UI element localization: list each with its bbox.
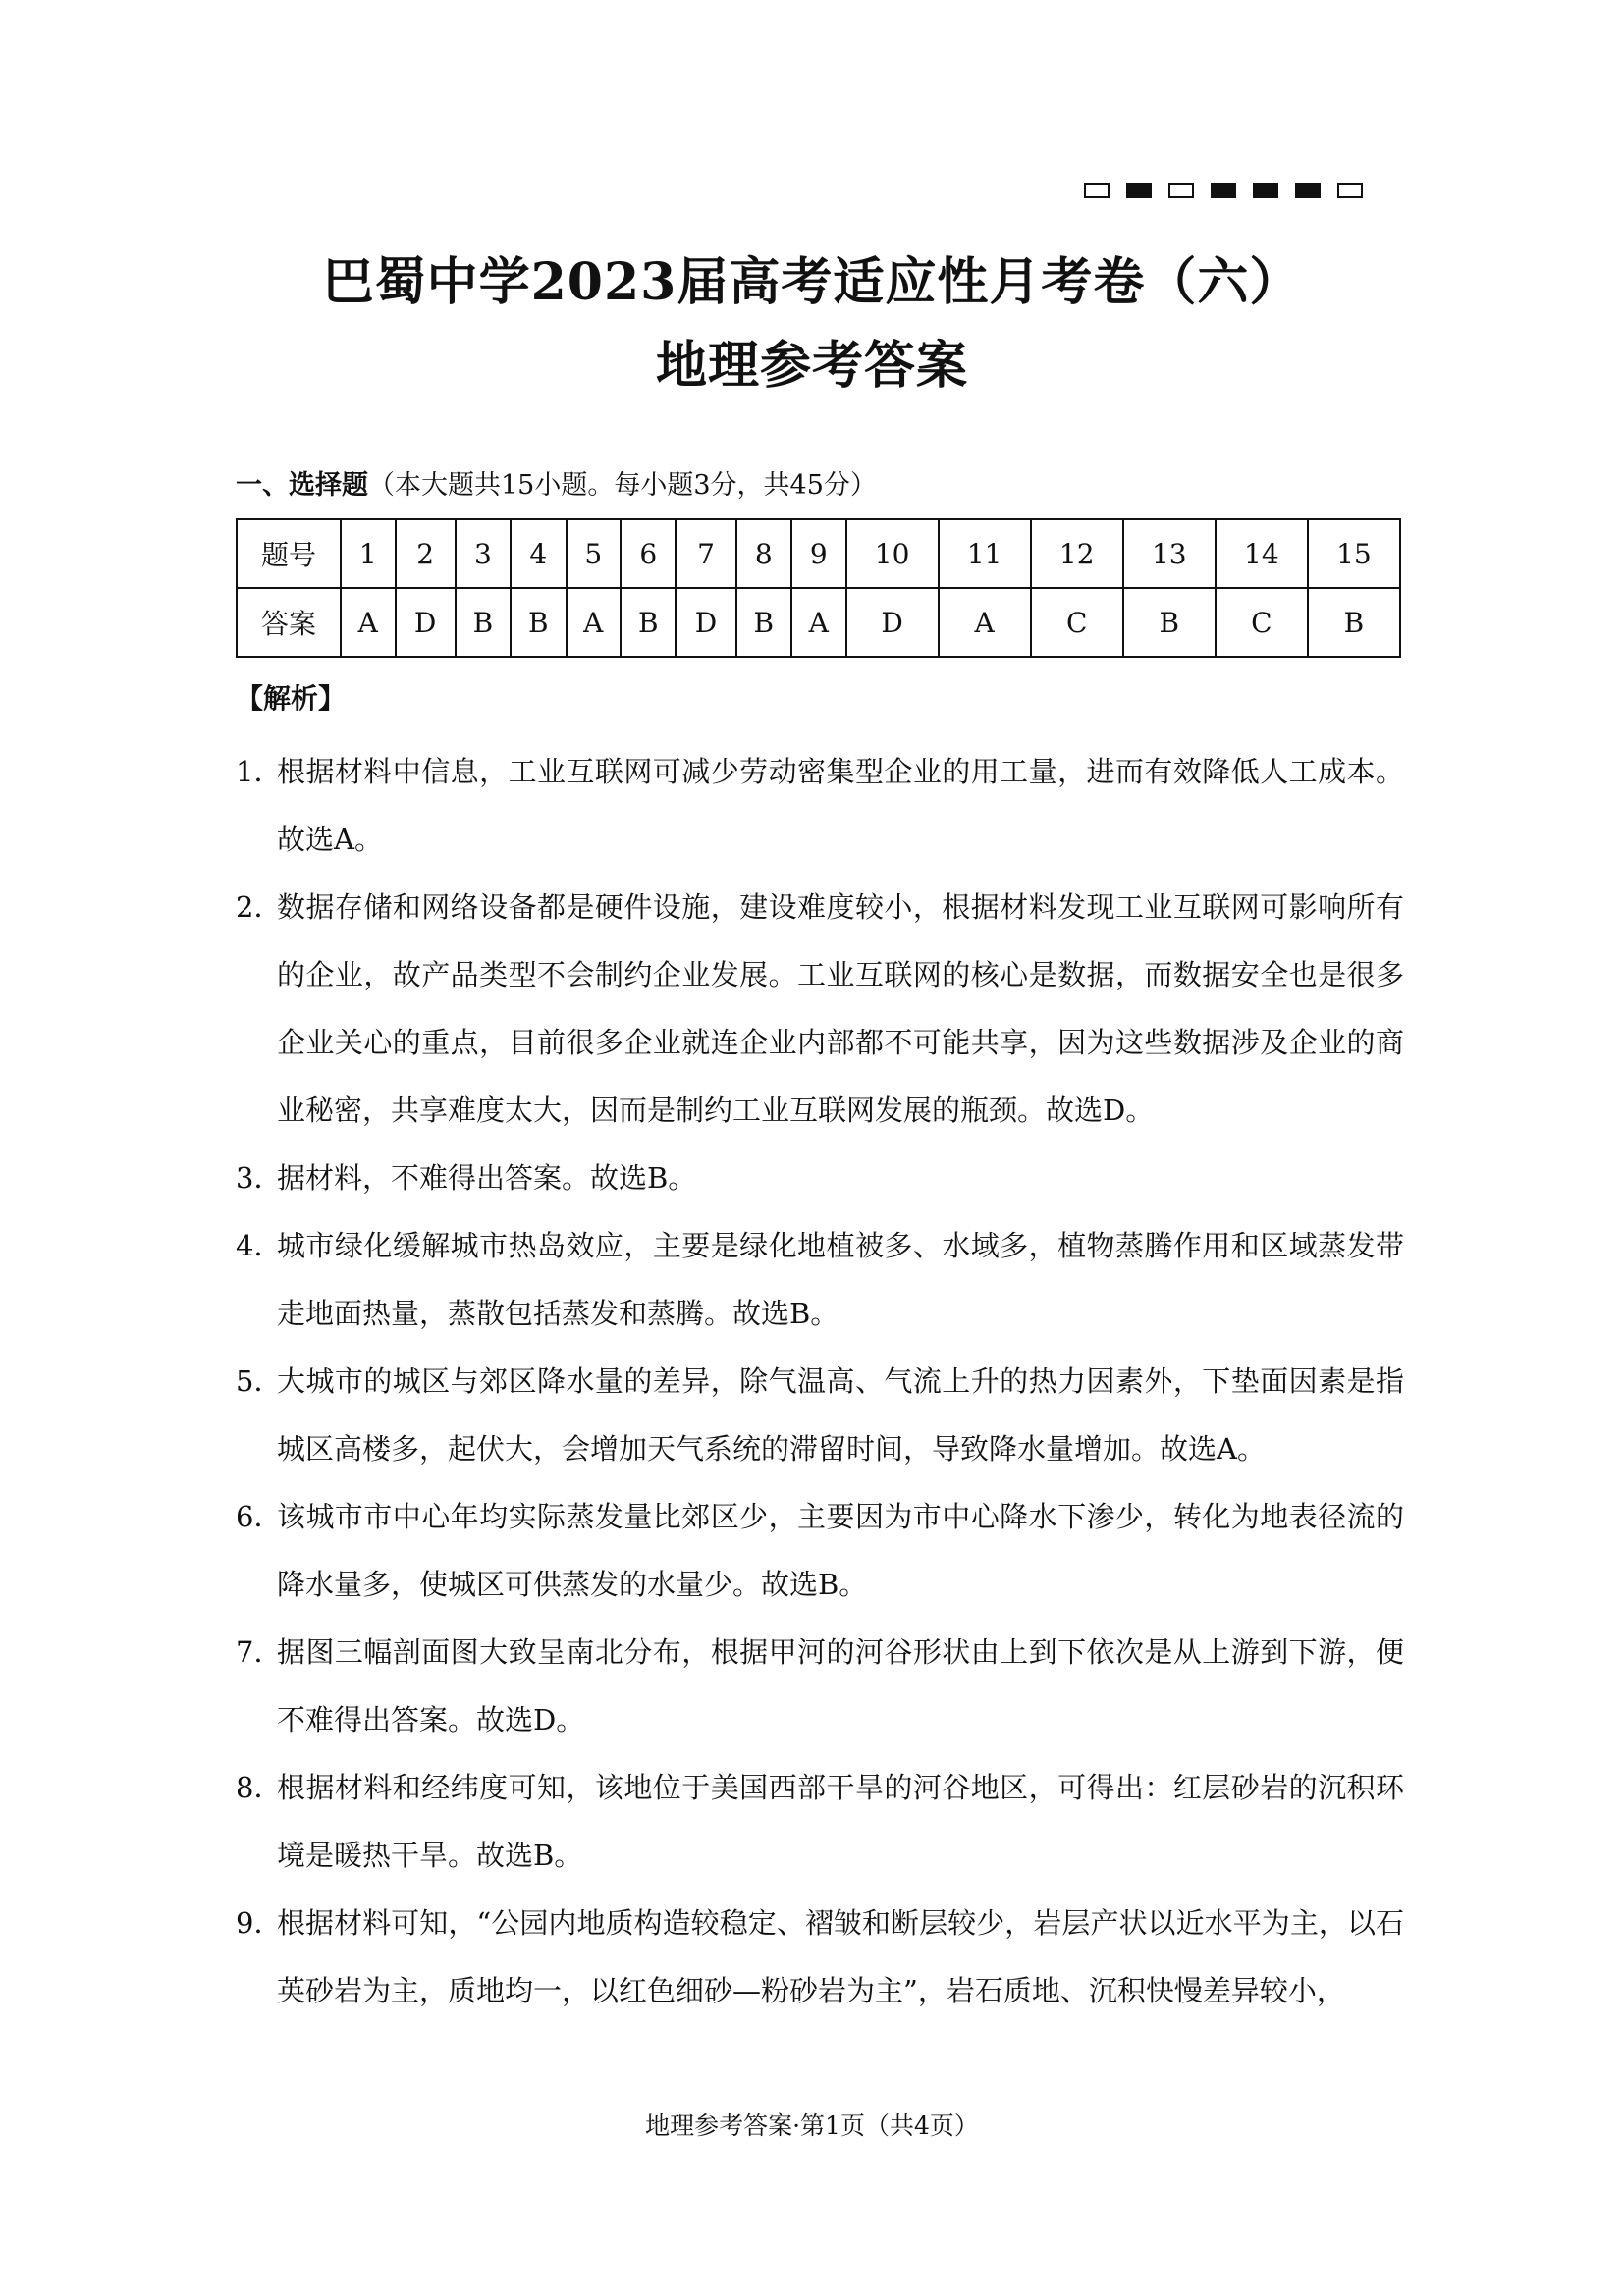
item-text: 大城市的城区与郊区降水量的差异，除气温高、气流上升的热力因素外，下垫面因素是指城区高楼多，起伏大，会增加天气系统的滞留时间，导致降水量增加。故选A。 bbox=[277, 1364, 1404, 1466]
answer-cell: B bbox=[456, 588, 511, 657]
item-text: 据材料，不难得出答案。故选B。 bbox=[277, 1161, 697, 1195]
section-label: 一、选择题 bbox=[236, 470, 368, 501]
answer-cell: D bbox=[676, 588, 735, 657]
answer-cell: B bbox=[1308, 588, 1400, 657]
analysis-item bbox=[236, 1890, 1404, 2025]
answer-row-header: 答案 bbox=[237, 588, 341, 657]
answer-cell: A bbox=[567, 588, 622, 657]
answer-table bbox=[236, 518, 1401, 658]
question-number-cell: 15 bbox=[1308, 519, 1400, 588]
analysis-item bbox=[236, 1619, 1404, 1754]
question-number-cell: 5 bbox=[567, 519, 622, 588]
answer-cell: A bbox=[939, 588, 1031, 657]
answer-cell: A bbox=[341, 588, 396, 657]
item-text: 城市绿化缓解城市热岛效应，主要是绿化地植被多、水域多，植物蒸腾作用和区域蒸发带走地面热量，蒸散包括蒸发和蒸腾。故选B。 bbox=[277, 1229, 1404, 1330]
item-text: 根据材料可知，“公园内地质构造较稳定、褶皱和断层较少，岩层产状以近水平为主，以石英砂岩为主，质地均一，以红色细砂—粉砂岩为主”，岩石质地、沉积快慢差异较小， bbox=[277, 1906, 1404, 2007]
item-number: 9． bbox=[236, 1906, 283, 1940]
empty-box bbox=[1168, 183, 1194, 198]
item-text: 根据材料中信息，工业互联网可减少劳动密集型企业的用工量，进而有效降低人工成本。故选A。 bbox=[277, 755, 1404, 856]
number-row-header: 题号 bbox=[237, 519, 341, 588]
answer-cell: D bbox=[396, 588, 456, 657]
item-number: 3． bbox=[236, 1161, 283, 1195]
item-text: 数据存储和网络设备都是硬件设施，建设难度较小，根据材料发现工业互联网可影响所有的企业，故产品类型不会制约企业发展。工业互联网的核心是数据，而数据安全也是很多企业关心的重点，目前很多企业就连企业内部都不可能共享，因为这些数据涉及企业的商业秘密，共享难度太大，因而是制约工业互联网发展的瓶颈。故选D。 bbox=[277, 890, 1404, 1127]
item-number: 6． bbox=[236, 1500, 283, 1533]
item-number: 5． bbox=[236, 1364, 283, 1398]
question-number-cell: 12 bbox=[1031, 519, 1123, 588]
analysis-list bbox=[236, 738, 1404, 2025]
empty-box bbox=[1337, 183, 1363, 198]
question-number-cell: 6 bbox=[621, 519, 676, 588]
item-number: 7． bbox=[236, 1635, 283, 1669]
item-number: 1． bbox=[236, 755, 283, 788]
filled-box bbox=[1295, 183, 1321, 198]
question-number-cell: 1 bbox=[341, 519, 396, 588]
answer-cell: C bbox=[1216, 588, 1308, 657]
analysis-item bbox=[236, 1348, 1404, 1483]
analysis-item bbox=[236, 874, 1404, 1145]
answer-cell: A bbox=[791, 588, 846, 657]
box-code bbox=[1084, 183, 1363, 198]
question-number-cell: 7 bbox=[676, 519, 735, 588]
item-number: 8． bbox=[236, 1771, 283, 1804]
question-number-cell: 14 bbox=[1216, 519, 1308, 588]
analysis-item bbox=[236, 1483, 1404, 1619]
question-number-cell: 3 bbox=[456, 519, 511, 588]
item-text: 根据材料和经纬度可知，该地位于美国西部干旱的河谷地区，可得出：红层砂岩的沉积环境是暖热干旱。故选B。 bbox=[277, 1771, 1404, 1872]
section-note: （本大题共15小题。每小题3分，共45分） bbox=[368, 470, 877, 501]
analysis-item bbox=[236, 1145, 1404, 1212]
question-number-cell: 8 bbox=[736, 519, 791, 588]
page-footer: 地理参考答案·第1页（共4页） bbox=[645, 2111, 979, 2140]
question-number-cell: 2 bbox=[396, 519, 456, 588]
answer-cell: B bbox=[1123, 588, 1216, 657]
question-number-cell: 13 bbox=[1123, 519, 1216, 588]
answer-table-answer-row bbox=[237, 588, 1400, 657]
analysis-item bbox=[236, 1754, 1404, 1890]
item-text: 据图三幅剖面图大致呈南北分布，根据甲河的河谷形状由上到下依次是从上游到下游，便不难得出答案。故选D。 bbox=[277, 1635, 1404, 1736]
item-text: 该城市市中心年均实际蒸发量比郊区少，主要因为市中心降水下渗少，转化为地表径流的降水量多，使城区可供蒸发的水量少。故选B。 bbox=[277, 1500, 1404, 1601]
answer-table-number-row bbox=[237, 519, 1400, 588]
item-number: 2． bbox=[236, 890, 283, 924]
item-number: 4． bbox=[236, 1229, 283, 1262]
question-number-cell: 11 bbox=[939, 519, 1031, 588]
answer-cell: B bbox=[621, 588, 676, 657]
answer-cell: B bbox=[511, 588, 566, 657]
analysis-item bbox=[236, 1212, 1404, 1348]
question-number-cell: 10 bbox=[846, 519, 939, 588]
answer-cell: D bbox=[846, 588, 939, 657]
question-number-cell: 4 bbox=[511, 519, 566, 588]
answer-cell: B bbox=[736, 588, 791, 657]
filled-box bbox=[1126, 183, 1152, 198]
exam-title: 巴蜀中学2023届高考适应性月考卷（六） bbox=[322, 252, 1302, 312]
empty-box bbox=[1084, 183, 1110, 198]
filled-box bbox=[1253, 183, 1278, 198]
question-number-cell: 9 bbox=[791, 519, 846, 588]
filled-box bbox=[1211, 183, 1236, 198]
exam-subtitle: 地理参考答案 bbox=[655, 336, 968, 396]
analysis-heading: 【解析】 bbox=[236, 682, 347, 715]
answer-cell: C bbox=[1031, 588, 1123, 657]
analysis-item bbox=[236, 738, 1404, 874]
section-heading bbox=[236, 463, 877, 502]
